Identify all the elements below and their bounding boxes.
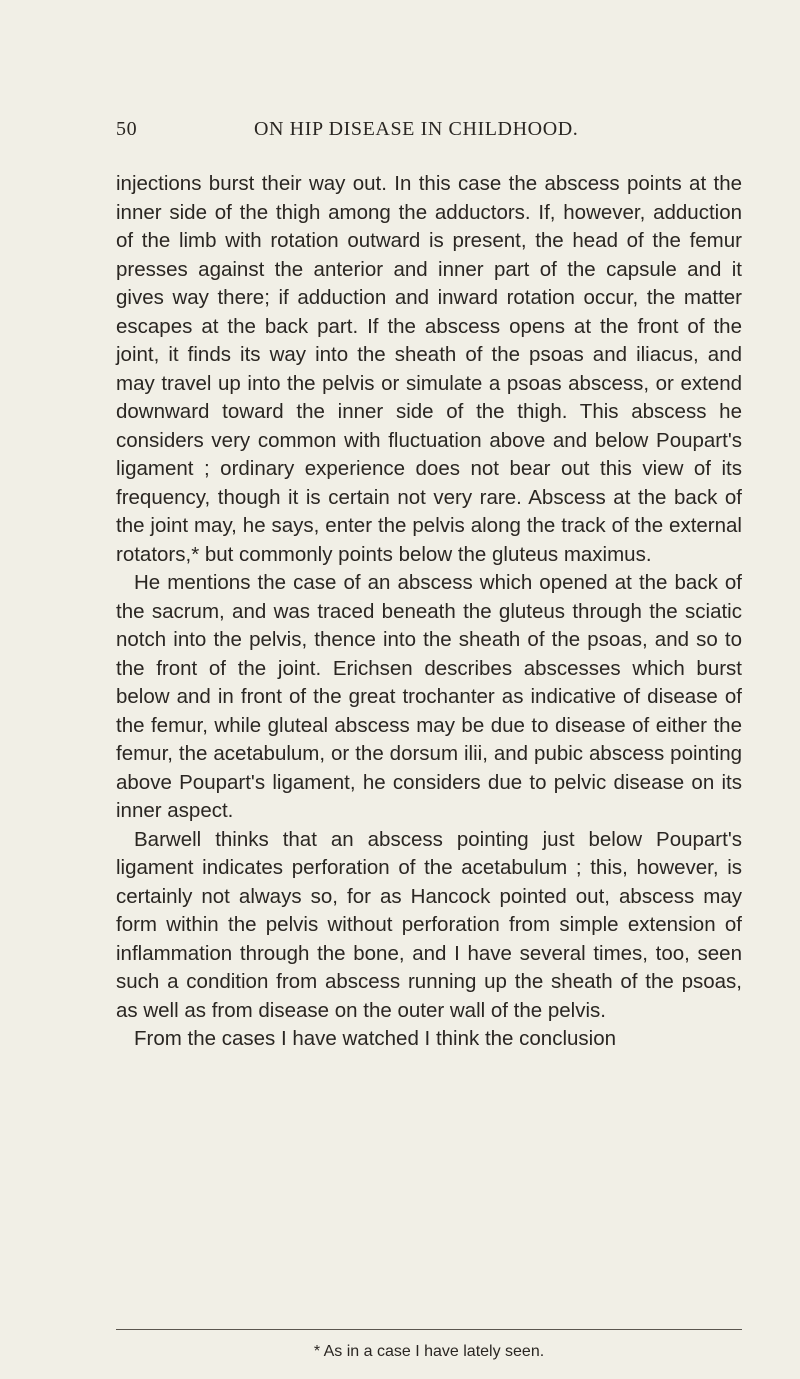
footnote-divider	[116, 1329, 742, 1330]
page-number: 50	[116, 118, 138, 140]
body-text	[116, 170, 742, 1054]
footnote: * As in a case I have lately seen.	[313, 1343, 545, 1360]
running-title: ON HIP DISEASE IN CHILDHOOD.	[254, 118, 579, 140]
paragraph: He mentions the case of an abscess which opened at the back of the sacrum, and was traced beneath the gluteus through the sciatic notch into the pelvis, thence into the sheath of the psoas, and so to the front of the joint. Erichsen describes abscesses which burst below and in front of the great trochanter as indicative of disease of the femur, while gluteal abscess may be due to disease of either the femur, the acetabulum, or the dorsum ilii, and pubic abscess pointing above Poupart's ligament, he considers due to pelvic disease on its inner aspect.	[116, 571, 742, 822]
paragraph: From the cases I have watched I think the conclusion	[134, 1027, 617, 1050]
running-header	[116, 118, 742, 148]
paragraph: Barwell thinks that an abscess pointing just below Poupart's ligament indicates perforation of the acetabulum ; this, however, is certainly not always so, for as Hancock pointed out, abscess may form within the pelvis without perforation from simple extension of inflammation through the bone, and I have several times, too, seen such a condition from abscess running up the sheath of the psoas, as well as from disease on the outer wall of the pelvis.	[116, 827, 742, 1022]
paragraph-continued: injections burst their way out. In this case the abscess points at the inner side of the thigh among the adductors. If, however, adduction of the limb with rotation outward is present, the head of the femur presses against the anterior and inner part of the capsule and it gives way there; if adduction and inward rotation occur, the matter escapes at the back part. If the abscess opens at the front of the joint, it finds its way into the sheath of the psoas and iliacus, and may travel up into the pelvis or simulate a psoas abscess, or extend downward toward the inner side of the thigh. This abscess he considers very common with fluctuation above and below Poupart's ligament ; ordinary experience does not bear out this view of its frequency, though it is certain not very rare. Abscess at the back of the joint may, he says, enter the pelvis along the track of the external rotators,* but commonly points below the gluteus maximus.	[116, 172, 742, 566]
